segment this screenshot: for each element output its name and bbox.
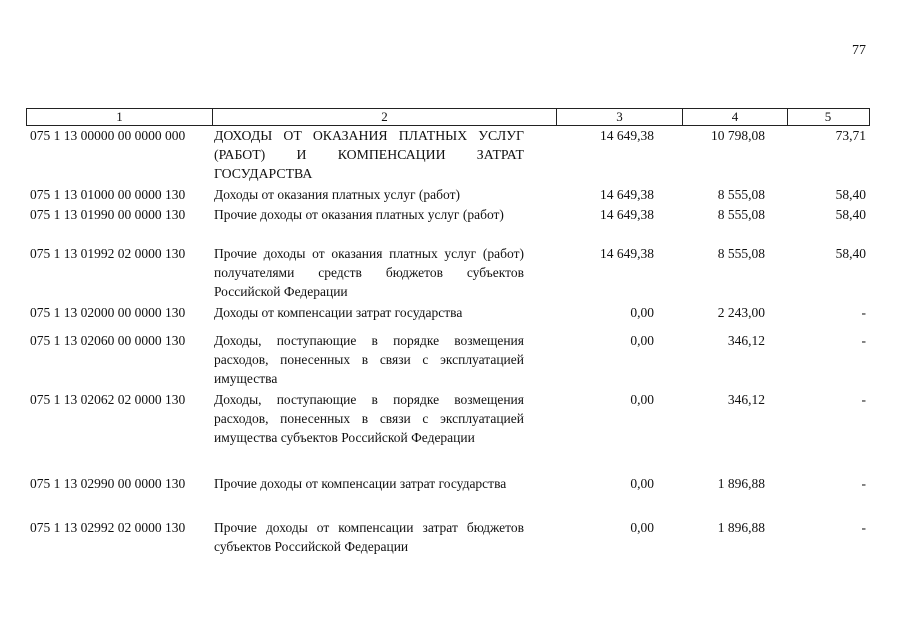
row-name: Прочие доходы от оказания платных услуг (работ)	[214, 207, 504, 222]
row-code: 075 1 13 02060 00 0000 130	[30, 333, 186, 348]
table-header	[26, 108, 870, 126]
row-value-col5: 58,40	[835, 187, 866, 202]
row-value-col4: 2 243,00	[717, 305, 765, 320]
row-code: 075 1 13 02000 00 0000 130	[30, 305, 186, 320]
column-header-5: 5	[824, 109, 832, 124]
column-header-1: 1	[27, 109, 213, 125]
row-code: 075 1 13 02062 02 0000 130	[30, 392, 186, 407]
row-value-col3: 14 649,38	[600, 207, 654, 222]
row-value-col3: 14 649,38	[600, 246, 654, 261]
row-value-col4: 346,12	[727, 392, 765, 407]
row-value-col4: 8 555,08	[717, 187, 765, 202]
row-name: Прочие доходы от компенсации затрат государства	[214, 476, 507, 491]
row-code: 075 1 13 02992 02 0000 130	[30, 520, 186, 535]
row-value-col3: 0,00	[630, 333, 654, 348]
row-code: 075 1 13 01990 00 0000 130	[30, 207, 186, 222]
row-value-col4: 1 896,88	[717, 476, 765, 491]
column-header-4: 4	[683, 109, 788, 125]
row-value-col3: 0,00	[630, 520, 654, 535]
row-name: Доходы от оказания платных услуг (работ)	[214, 187, 460, 202]
row-value-col4: 346,12	[727, 333, 765, 348]
row-value-col3: 14 649,38	[600, 128, 654, 143]
row-value-col5: -	[861, 476, 866, 491]
row-code: 075 1 13 00000 00 0000 000	[30, 128, 186, 143]
row-value-col5: 73,71	[835, 128, 866, 143]
column-header-3: 3	[557, 109, 683, 125]
row-value-col5: 58,40	[835, 207, 866, 222]
row-value-col5: -	[861, 392, 866, 407]
row-name: Доходы, поступающие в порядке возмещения расходов, понесенных в связи с эксплуатацией имущества	[214, 333, 524, 386]
row-code: 075 1 13 01000 00 0000 130	[30, 187, 186, 202]
row-value-col5: -	[861, 305, 866, 320]
row-name: Доходы от компенсации затрат государства	[214, 305, 463, 320]
row-value-col3: 0,00	[630, 305, 654, 320]
row-code: 075 1 13 01992 02 0000 130	[30, 246, 186, 261]
column-header-2: 2	[213, 109, 557, 125]
row-value-col3: 0,00	[630, 392, 654, 407]
row-value-col4: 8 555,08	[717, 207, 765, 222]
row-value-col5: 58,40	[835, 246, 866, 261]
row-value-col4: 8 555,08	[717, 246, 765, 261]
row-value-col5: -	[861, 520, 866, 535]
row-value-col5: -	[861, 333, 866, 348]
row-name: Прочие доходы от компенсации затрат бюджетов субъектов Российской Федерации	[214, 520, 524, 554]
row-value-col3: 0,00	[630, 476, 654, 491]
row-code: 075 1 13 02990 00 0000 130	[30, 476, 186, 491]
page-number: 77	[852, 43, 866, 58]
row-name: Доходы, поступающие в порядке возмещения расходов, понесенных в связи с эксплуатацией имущества субъектов Российской Федерации	[214, 392, 524, 445]
row-name: Прочие доходы от оказания платных услуг (работ) получателями средств бюджетов субъектов Российской Федерации	[214, 246, 524, 299]
row-name: ДОХОДЫ ОТ ОКАЗАНИЯ ПЛАТНЫХ УСЛУГ (РАБОТ) И КОМПЕНСАЦИИ ЗАТРАТ ГОСУДАРСТВА	[214, 128, 524, 181]
row-value-col4: 10 798,08	[711, 128, 765, 143]
row-value-col4: 1 896,88	[717, 520, 765, 535]
row-value-col3: 14 649,38	[600, 187, 654, 202]
